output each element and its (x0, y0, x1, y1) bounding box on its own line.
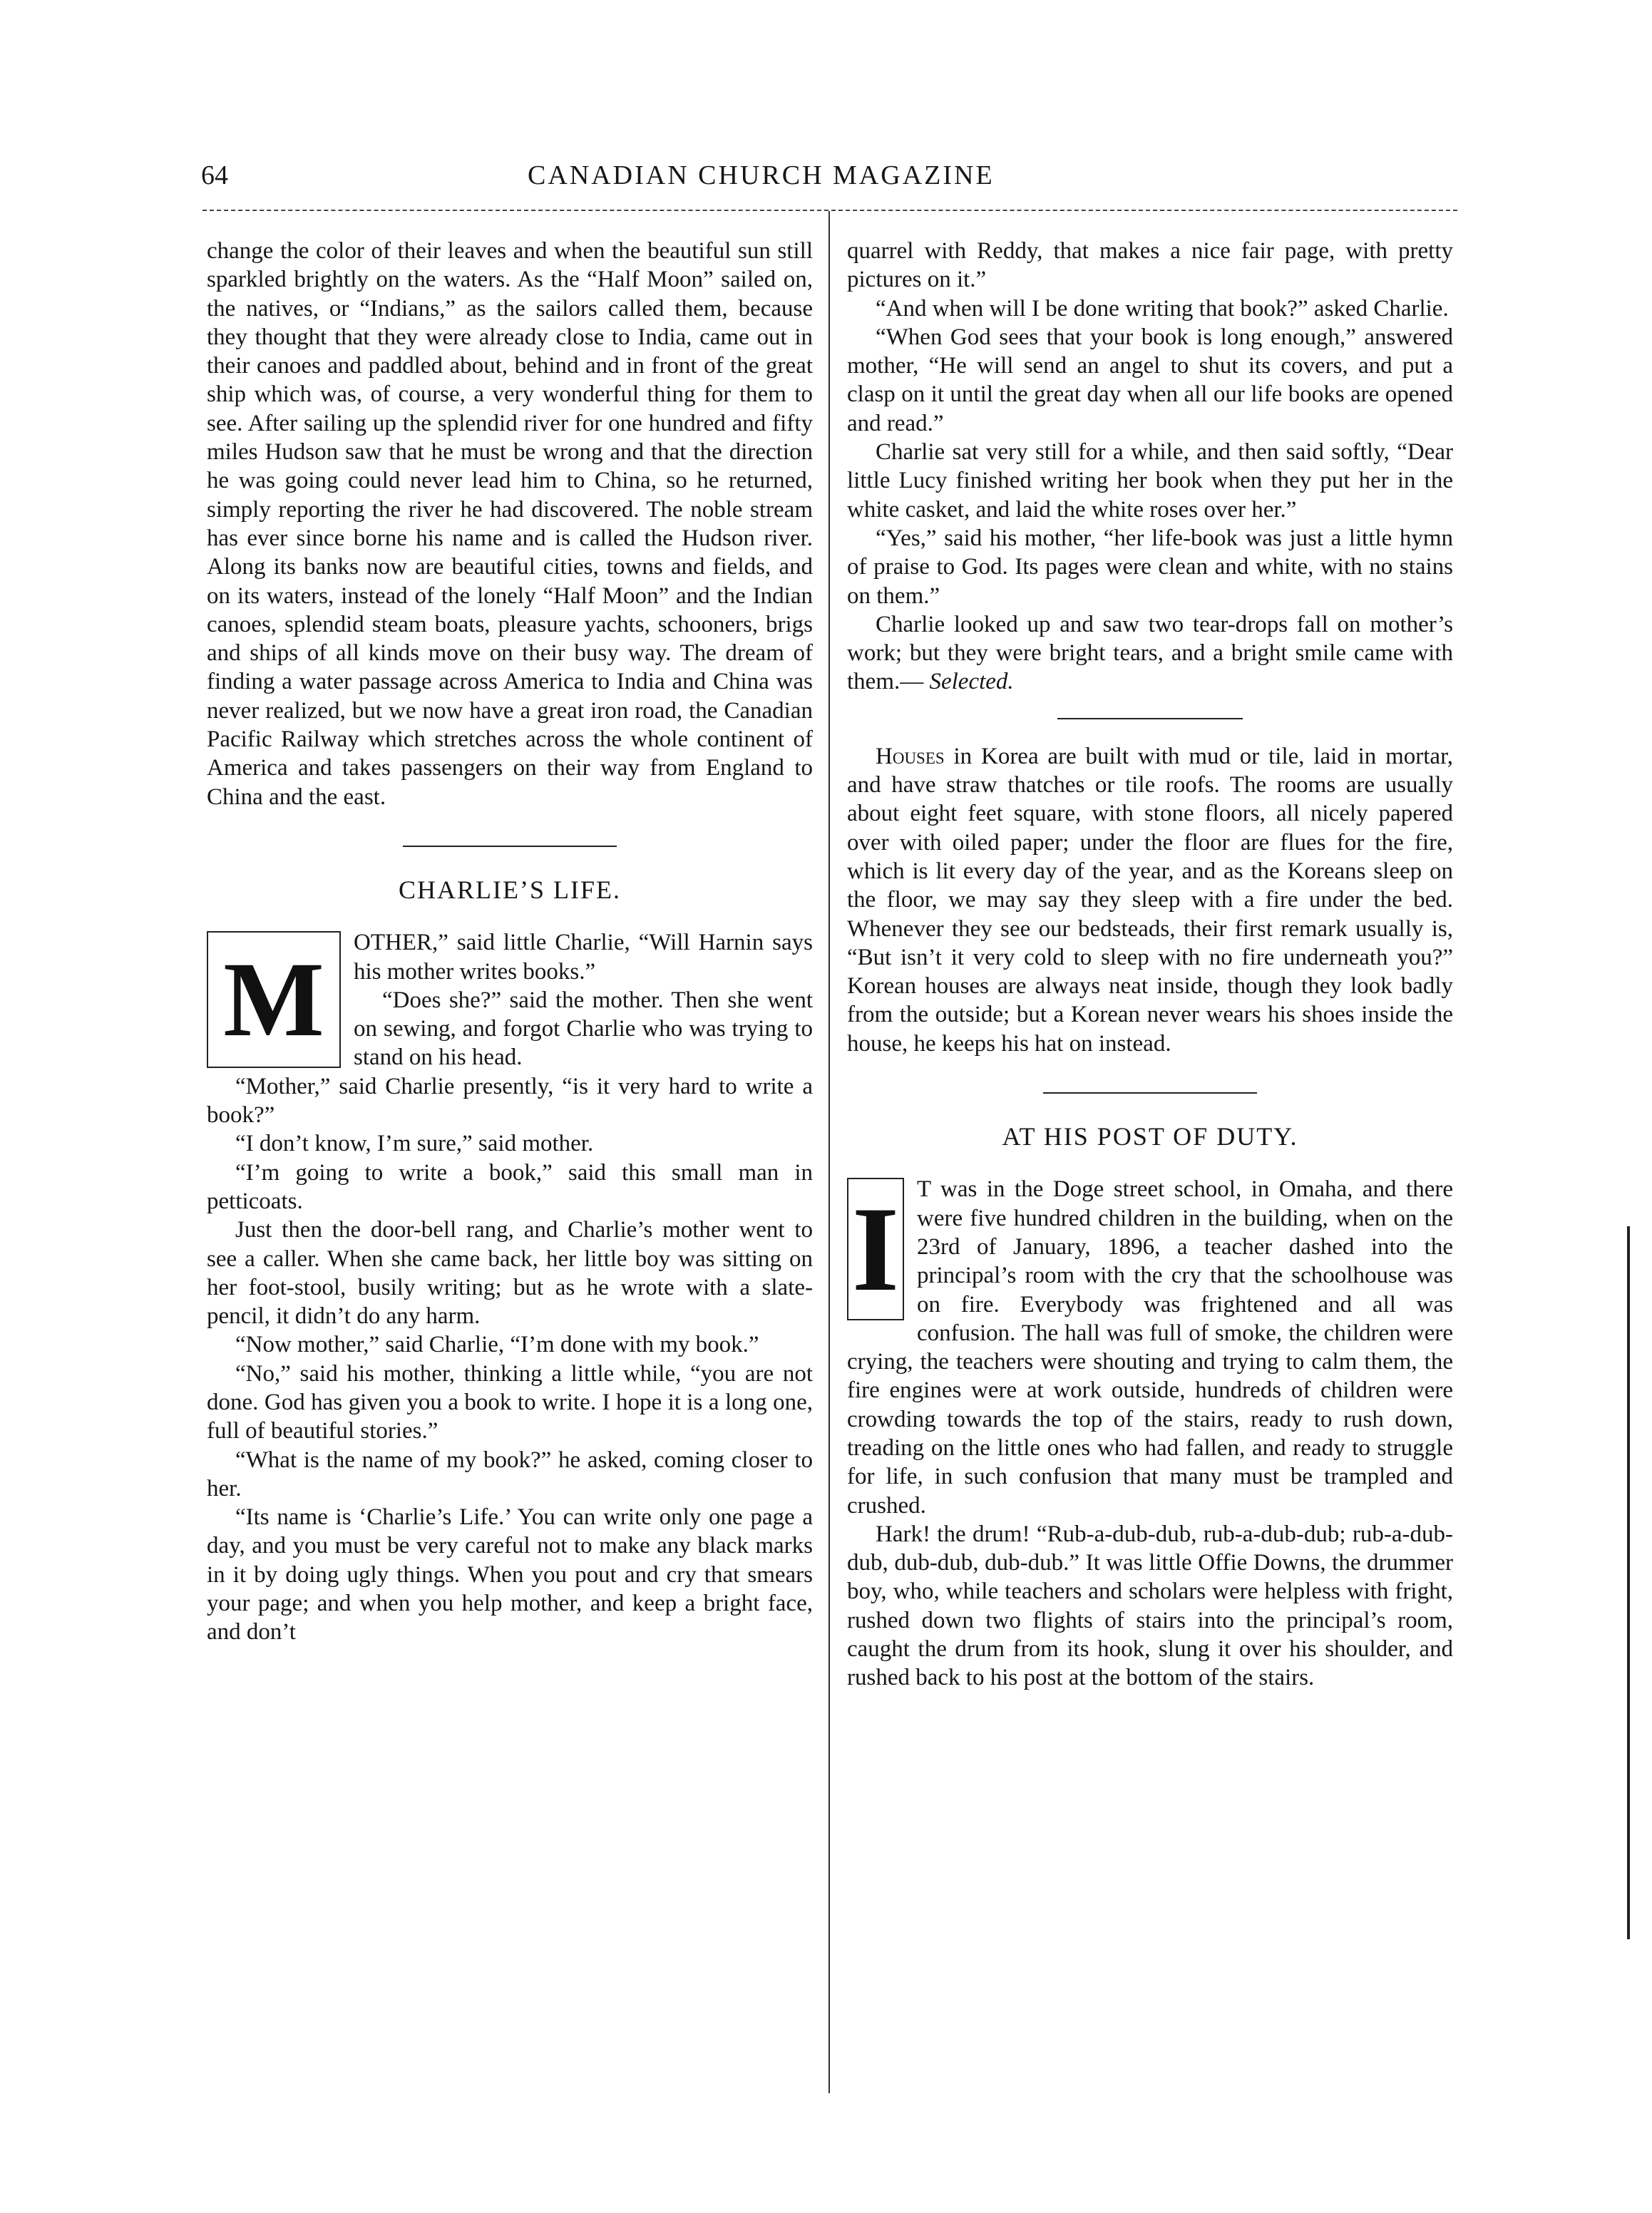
duty-paragraph: Hark! the drum! “Rub-a-dub-dub, rub-a-dub-dub; rub-a-dub-dub, dub-dub, dub-dub.” It was little Offie Downs, the drummer boy, who, while teachers and scholars were helpless with fright, rushed down two flights of stairs into the principal’s room, caught the drum from its hook, slung it over his shoulder, and rushed back to his post at the bottom of the stairs. (847, 1521, 1453, 1691)
right-column (847, 237, 1453, 1693)
hudson-paragraph: change the color of their leaves and when the beautiful sun still sparkled brightly on the waters. As the “Half Moon” sailed on, the natives, or “Indians,” as the sailors called them, because they thought that they were already close to India, came out in their canoes and paddled about, behind and in front of the great ship which was, of course, a very wonderful thing for them to see. After sailing up the splendid river for one hundred and fifty miles Hudson saw that he must be wrong and that the direction he was going could never lead him to China, so he returned, simply reporting the river he had discovered. The noble stream has ever since borne his name and is called the Hudson river. Along its banks now are beautiful cities, towns and fields, and on its waters, instead of the lonely “Half Moon” and the Indian canoes, splendid steam boats, pleasure yachts, schooners, brigs and ships of all kinds move on their busy way. The dream of finding a water passage across America to India and China was never realized, but we now have a great iron road, the Canadian Pacific Railway which stretches across the whole continent of America and takes passengers on their way from England to China and the east. (207, 238, 813, 810)
spacer (847, 719, 1453, 742)
story-title-at-his-post: AT HIS POST OF DUTY. (1002, 1122, 1298, 1151)
column-divider (828, 211, 830, 2093)
running-head: CANADIAN CHURCH MAGAZINE (528, 160, 995, 190)
attribution: Selected. (929, 669, 1014, 695)
korea-lead-word: Houses (876, 743, 945, 769)
story-title-charlies-life: CHARLIE’S LIFE. (399, 875, 621, 904)
section-divider (1043, 1092, 1257, 1094)
story-paragraph: “When God sees that your book is long enough,” answered mother, “He will send an angel to shut its covers, and put a clasp on it until the great day when all our life books are opened and read.” (847, 324, 1453, 436)
story-paragraph-text: OTHER,” said little Charlie, “Will Harnin says his mother writes books.” (354, 930, 813, 985)
story-paragraph: “And when will I be done writing that book?” asked Charlie. (876, 295, 1449, 322)
story-paragraph: “I’m going to write a book,” said this small man in petticoats. (207, 1159, 813, 1214)
page-number: 64 (201, 160, 228, 190)
duty-paragraph (847, 1175, 1453, 1520)
korea-paragraph (847, 742, 1453, 1058)
story-paragraph: “Does she?” said the mother. Then she went on sewing, and forgot Charlie who was trying to stand on his head. (354, 987, 813, 1071)
korea-paragraph-text: in Korea are built with mud or tile, laid in mortar, and have straw thatches or tile roofs. The rooms are usually about eight feet square, with stone floors, all nicely papered over with oiled paper; under the floor are flues for the fire, which is lit every day of the year, and as the Koreans sleep on the floor, we may say they sleep with a fire under the bed. Whenever they see our bedsteads, their first remark usually is, “But isn’t it very cold to sleep with no fire underneath you?” Korean houses are always neat inside, though they look badly from the outside; but a Korean never wears his shoes inside the house, he keeps his hat on instead. (847, 743, 1453, 1057)
header-rule (202, 210, 1457, 211)
story-paragraph: quarrel with Reddy, that makes a nice fair page, with pretty pictures on it.” (847, 238, 1453, 293)
story-paragraph (847, 610, 1453, 697)
story-paragraph: “Now mother,” said Charlie, “I’m done with my book.” (235, 1332, 759, 1358)
story-paragraph: “Its name is ‘Charlie’s Life.’ You can write only one page a day, and you must be very careful not to make any black marks in it by doing ugly things. When you pout and cry that smears your page; and when you help mother, and keep a bright face, and don’t (207, 1504, 813, 1645)
story-paragraph: “No,” said his mother, thinking a little while, “you are not done. God has given you a book to write. I hope it is a long one, full of beautiful stories.” (207, 1360, 813, 1444)
ornamental-dropcap-i: I (847, 1178, 904, 1320)
ornamental-dropcap-m: M (207, 931, 341, 1068)
story-paragraph: Charlie sat very still for a while, and then said softly, “Dear little Lucy finished writing her book when they put her in the white casket, and laid the white roses over her.” (847, 439, 1453, 523)
left-column (207, 237, 813, 1647)
section-divider (403, 846, 617, 847)
duty-paragraph-text: T was in the Doge street school, in Omaha, and there were five hundred children in the building, when on the 23rd of January, 1896, a teacher dashed into the principal’s room with the cry that the schoolhouse was on fire. Everybody was frightened and all was confusion. The hall was full of smoke, the children were crying, the teachers were shouting and trying to calm them, the fire engines were at work outside, hundreds of children were crowding towards the top of the stairs, ready to rush down, treading on the little ones who had fallen, and ready to struggle for life, in such confusion that many must be trampled and crushed. (847, 1176, 1453, 1519)
story-paragraph: Just then the door-bell rang, and Charlie’s mother went to see a caller. When she came back, her little boy was sitting on her foot-stool, busily writing; but as he wrote with a slate-pencil, it didn’t do any harm. (207, 1217, 813, 1330)
story-paragraph: “Mother,” said Charlie presently, “is it very hard to write a book?” (207, 1073, 813, 1129)
story-paragraph: “What is the name of my book?” he asked, coming closer to her. (207, 1447, 813, 1501)
story-paragraph: “I don’t know, I’m sure,” said mother. (235, 1131, 594, 1157)
story-paragraph-text: Charlie looked up and saw two tear-drops fall on mother’s work; but they were bright tears, and a bright smile came with them.— (847, 611, 1453, 695)
story-paragraph: “Yes,” said his mother, “her life-book was just a little hymn of praise to God. Its pages were clean and white, with no stains on them.” (847, 525, 1453, 609)
margin-mark (1627, 1226, 1630, 1939)
